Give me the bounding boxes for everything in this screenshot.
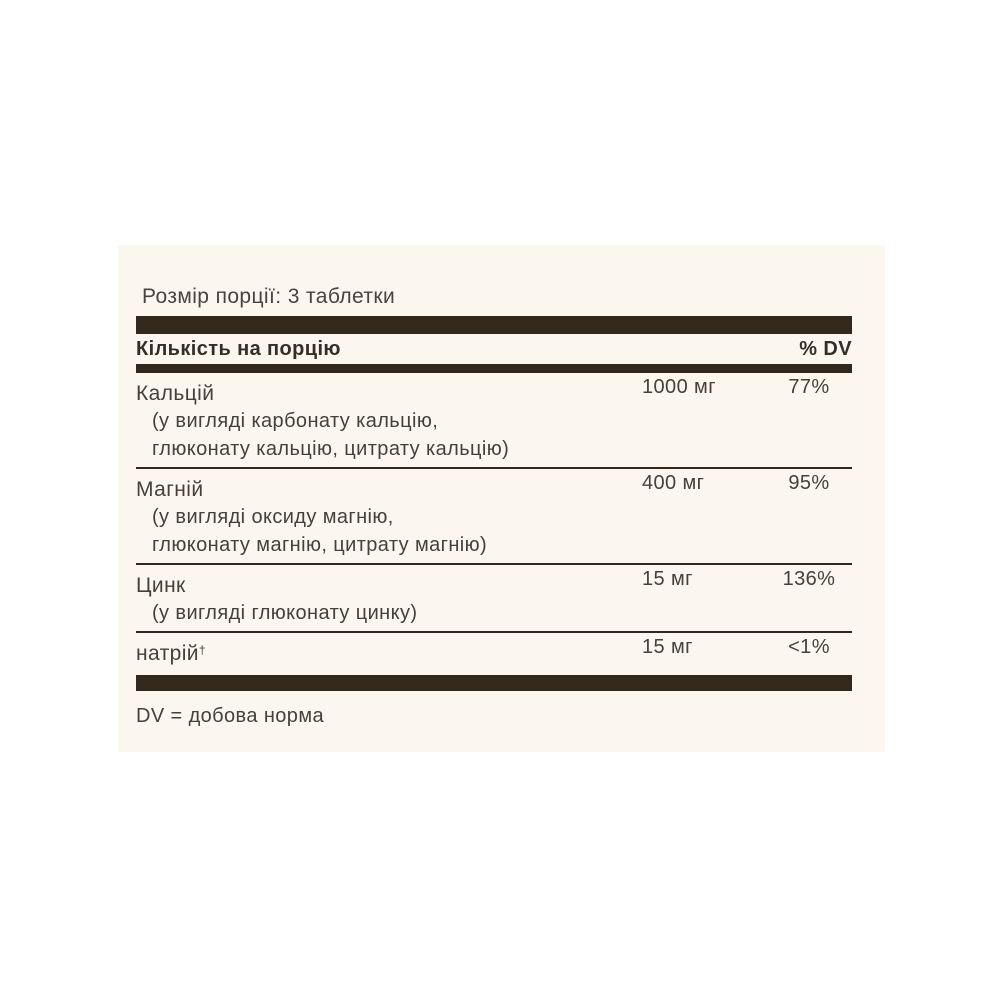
table-header-row [136, 334, 852, 364]
nutrient-amount: 15 мг [642, 568, 693, 590]
nutrient-details-line: глюконату магнію, цитрату магнію) [152, 534, 488, 556]
nutrient-dv: 77% [788, 376, 830, 398]
dv-footnote: DV = добова норма [136, 705, 324, 727]
percent-dv-header: % DV [799, 337, 852, 360]
row-main [136, 565, 852, 597]
row-main [136, 469, 852, 501]
nutrient-name: Цинк [136, 574, 186, 597]
nutrient-details [152, 503, 852, 559]
row-main [136, 373, 852, 405]
nutrient-details-line: глюконату кальцію, цитрату кальцію) [152, 438, 510, 460]
nutrient-details-line: (у вигляді карбонату кальцію, [152, 410, 439, 432]
bottom-divider-bar [136, 675, 852, 691]
supplement-facts-panel [118, 245, 885, 752]
table-row-sodium [136, 633, 852, 675]
nutrient-dv: 136% [782, 568, 836, 590]
nutrient-details-line: (у вигляді оксиду магнію, [152, 506, 394, 528]
nutrient-dv: <1% [788, 636, 830, 658]
table-row-magnesium [136, 469, 852, 565]
row-main [136, 633, 852, 665]
nutrient-amount: 400 мг [642, 472, 705, 494]
top-divider-bar [136, 316, 852, 334]
supplement-facts-content [136, 245, 852, 727]
nutrient-amount: 1000 мг [642, 376, 716, 398]
nutrient-name: натрій† [136, 642, 206, 665]
nutrient-name: Магній [136, 478, 204, 501]
nutrient-dv: 95% [788, 472, 830, 494]
header-divider-bar [136, 364, 852, 373]
nutrient-name: Кальцій [136, 382, 215, 405]
amount-per-serving-header: Кількість на порцію [136, 337, 341, 360]
table-row-calcium [136, 373, 852, 469]
serving-size-label: Розмір порції: 3 таблетки [142, 285, 396, 308]
nutrient-details [152, 599, 852, 627]
nutrient-amount: 15 мг [642, 636, 693, 658]
nutrient-details [152, 407, 852, 463]
nutrient-details-line: (у вигляді глюконату цинку) [152, 602, 418, 624]
table-row-zinc [136, 565, 852, 633]
footnote-marker: † [198, 643, 206, 657]
